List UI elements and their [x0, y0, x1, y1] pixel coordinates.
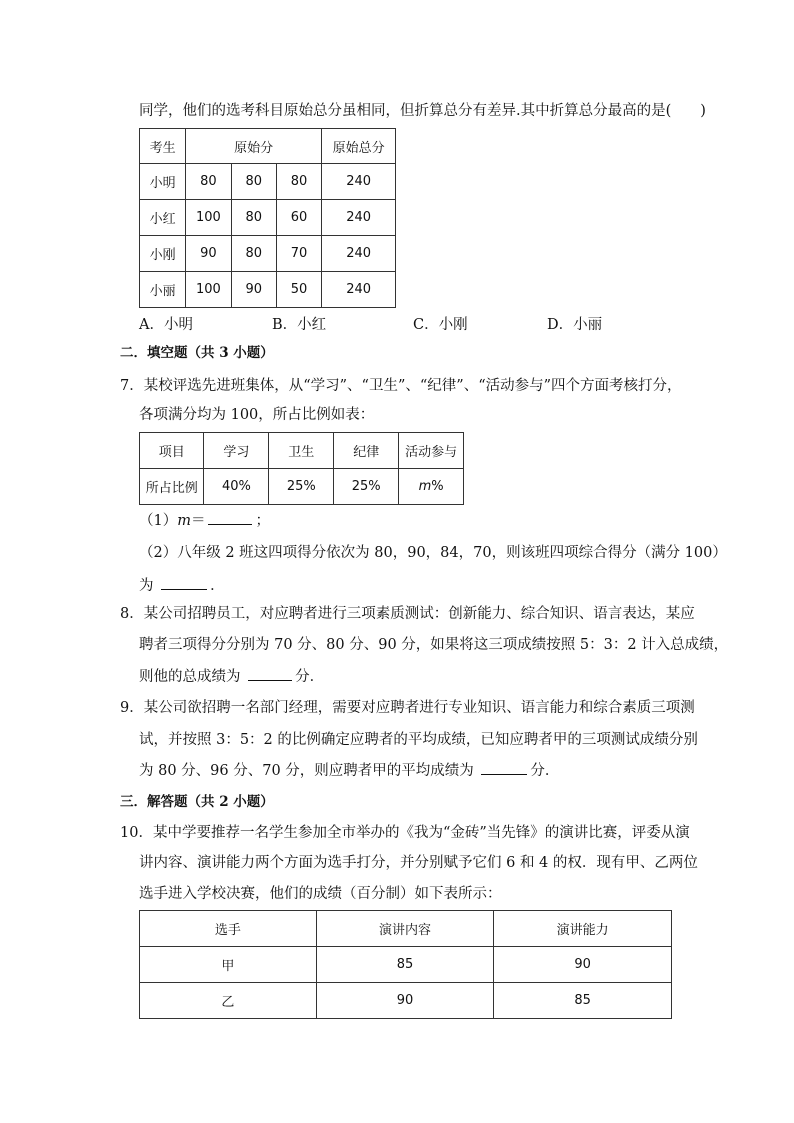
- punctuation: ．: [210, 578, 225, 594]
- table-header-cell: 项目: [140, 433, 204, 469]
- q8-line3-text: 则他的总成绩为: [139, 669, 246, 685]
- table-cell: 80: [186, 164, 231, 200]
- answer-blank[interactable]: [481, 760, 527, 775]
- q9-line3-end: 分．: [530, 763, 560, 779]
- table-cell: 240: [322, 272, 396, 308]
- table-header-cell: 演讲内容: [316, 911, 494, 947]
- q10-line1: 10．某中学要推荐一名学生参加全市举办的《我为“金砖”当先锋》的演讲比赛，评委从演: [120, 825, 690, 841]
- table-cell: 100: [186, 272, 231, 308]
- table-cell: 小刚: [140, 236, 186, 272]
- table-cell: 80: [231, 164, 276, 200]
- table-row: [140, 983, 672, 1019]
- table-cell: 乙: [140, 983, 317, 1019]
- table-header-cell: 原始总分: [322, 129, 396, 164]
- q6-stem-tail: 同学，他们的选考科目原始总分虽相同，但折算总分有差异.其中折算总分最高的是( ): [139, 103, 706, 119]
- table-cell: 小丽: [140, 272, 186, 308]
- q6-option-a[interactable]: A．小明: [139, 317, 193, 333]
- q7-sub1-number: （1）: [139, 513, 178, 529]
- punctuation: ；: [255, 513, 270, 529]
- q9-line3: [139, 760, 559, 781]
- table-cell: 240: [322, 164, 396, 200]
- table-header-cell: 演讲能力: [494, 911, 672, 947]
- q10-score-table: [139, 910, 672, 1019]
- q7-sub2-prefix: 为: [139, 578, 159, 594]
- table-header-cell: 活动参与: [399, 433, 464, 469]
- table-header-cell: 选手: [140, 911, 317, 947]
- table-cell: 小明: [140, 164, 186, 200]
- table-cell: 80: [231, 236, 276, 272]
- table-cell: 100: [186, 200, 231, 236]
- answer-blank[interactable]: [161, 575, 207, 590]
- variable-m: m: [418, 479, 432, 494]
- table-row: [140, 469, 464, 505]
- table-row: [140, 272, 396, 308]
- q9-line2: 试，并按照 3：5：2 的比例确定应聘者的平均成绩，已知应聘者甲的三项测试成绩分别: [139, 732, 698, 748]
- section-heading-solutions: 三．解答题（共 2 小题）: [120, 794, 274, 810]
- q7-line2: 各项满分均为 100，所占比例如表：: [139, 407, 375, 423]
- table-cell: 甲: [140, 947, 317, 983]
- table-cell: 所占比例: [140, 469, 204, 505]
- table-row: [140, 164, 396, 200]
- table-cell: 80: [231, 200, 276, 236]
- q8-line1: 8．某公司招聘员工，对应聘者进行三项素质测试：创新能力、综合知识、语言表达，某应: [120, 606, 695, 622]
- table-row: [140, 200, 396, 236]
- q10-line2: 讲内容、演讲能力两个方面为选手打分，并分别赋予它们 6 和 4 的权．现有甲、乙两位: [139, 855, 698, 871]
- table-header-cell: 原始分: [186, 129, 322, 164]
- table-cell: 80: [276, 164, 321, 200]
- table-cell: 25%: [334, 469, 399, 505]
- answer-blank[interactable]: [208, 510, 252, 525]
- table-cell: 90: [231, 272, 276, 308]
- q8-line3: [139, 666, 324, 687]
- table-cell: 240: [322, 200, 396, 236]
- q7-ratio-table: [139, 432, 464, 505]
- q6-option-d[interactable]: D．小丽: [547, 317, 603, 333]
- q8-line2: 聘者三项得分分别为 70 分、80 分、90 分，如果将这三项成绩按照 5：3：2 计入总成绩，: [139, 637, 729, 653]
- q9-line1: 9．某公司欲招聘一名部门经理，需要对应聘者进行专业知识、语言能力和综合素质三项测: [120, 700, 695, 716]
- table-cell: 85: [494, 983, 672, 1019]
- table-cell: 240: [322, 236, 396, 272]
- q6-option-b[interactable]: B．小红: [272, 317, 327, 333]
- variable-m: m: [177, 513, 191, 529]
- q6-score-table: [139, 128, 396, 308]
- table-header-cell: 卫生: [269, 433, 334, 469]
- q7-sub2-line1: （2）八年级 2 班这四项得分依次为 80，90，84，70，则该班四项综合得分（满分 100）: [139, 545, 727, 561]
- table-cell: 60: [276, 200, 321, 236]
- table-cell: 70: [276, 236, 321, 272]
- section-heading-fill-in: 二．填空题（共 3 小题）: [120, 345, 274, 361]
- table-cell: 小红: [140, 200, 186, 236]
- q9-line3-text: 为 80 分、96 分、70 分，则应聘者甲的平均成绩为: [139, 763, 479, 779]
- table-cell: 90: [494, 947, 672, 983]
- q7-sub1: [139, 510, 270, 531]
- answer-blank[interactable]: [248, 666, 292, 681]
- table-row: [140, 947, 672, 983]
- table-header-cell: 考生: [140, 129, 186, 164]
- table-header-cell: 纪律: [334, 433, 399, 469]
- q10-line3: 选手进入学校决赛，他们的成绩（百分制）如下表所示：: [139, 886, 502, 902]
- table-cell: 90: [316, 983, 494, 1019]
- q6-option-c[interactable]: C．小刚: [413, 317, 468, 333]
- table-cell-m-percent: [399, 469, 464, 505]
- table-cell: 25%: [269, 469, 334, 505]
- table-header-cell: 学习: [204, 433, 269, 469]
- table-row: [140, 236, 396, 272]
- q8-line3-end: 分．: [295, 669, 325, 685]
- table-cell: 40%: [204, 469, 269, 505]
- table-cell: 90: [186, 236, 231, 272]
- table-cell: 85: [316, 947, 494, 983]
- q7-sub2-line2: [139, 575, 225, 596]
- q7-line1: 7．某校评选先进班集体，从“学习”、“卫生”、“纪律”、“活动参与”四个方面考核打分，: [120, 378, 682, 394]
- equals-sign: ＝: [190, 513, 206, 529]
- percent-sign: %: [431, 479, 444, 494]
- table-cell: 50: [276, 272, 321, 308]
